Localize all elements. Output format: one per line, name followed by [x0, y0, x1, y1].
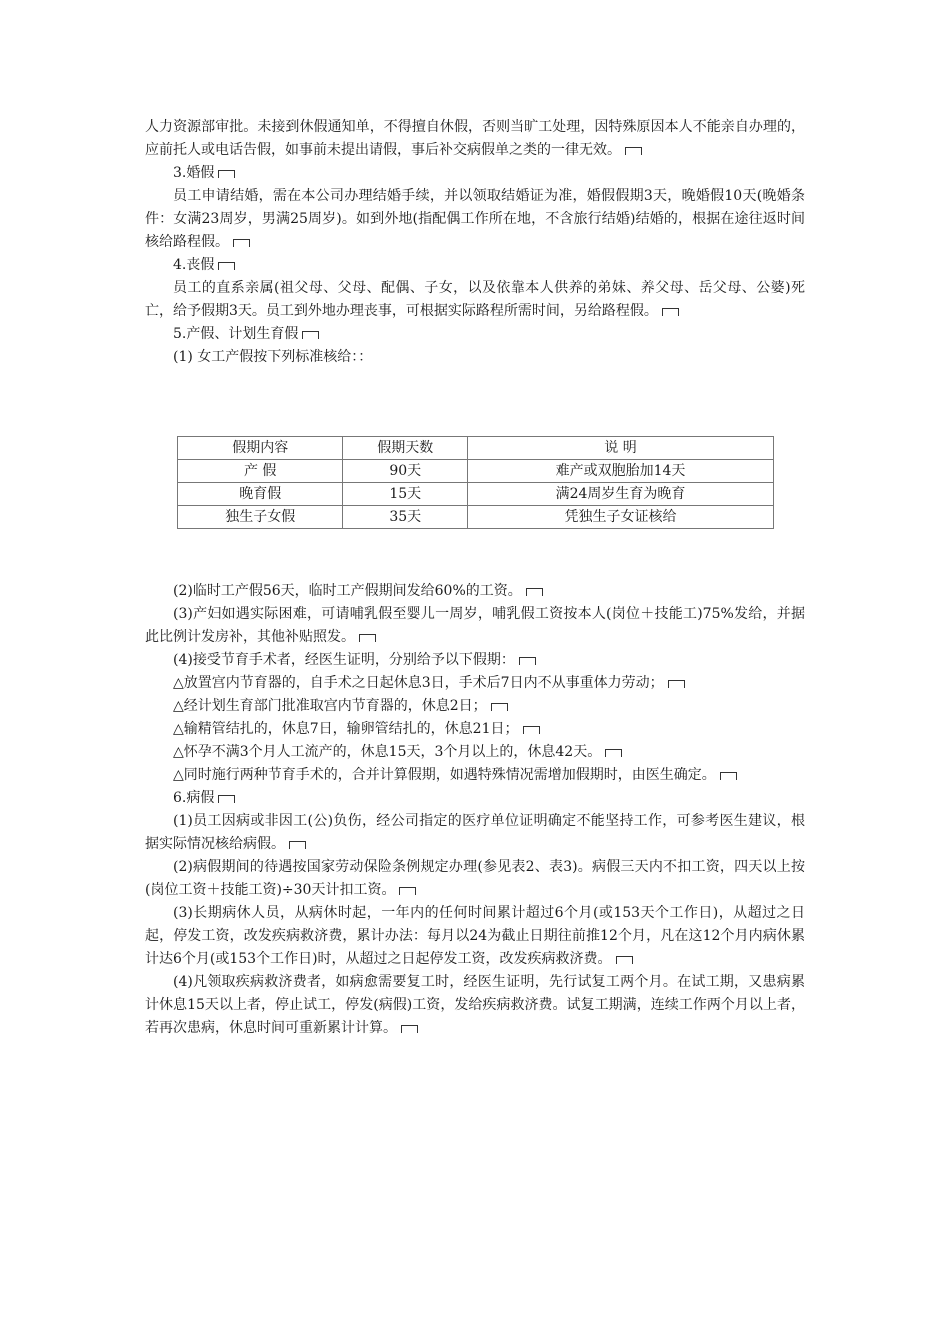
paragraph-mark-icon — [218, 795, 235, 803]
maternity-leave-table — [177, 436, 774, 529]
table-header-cell: 说 明 — [468, 437, 774, 460]
sick-p2: (2)病假期间的待遇按国家劳动保险条例规定办理(参见表2、表3)。病假三天内不扣工资，四天以上按(岗位工资＋技能工资)÷30天计扣工资。 — [145, 859, 805, 898]
maternity-p1: (1) 女工产假按下列标准核给：： — [173, 349, 373, 365]
paragraph-mark-icon — [668, 680, 685, 688]
list-item: △怀孕不满3个月人工流产的，休息15天，3个月以上的，休息42天。 — [145, 741, 805, 764]
maternity-p4: (4)接受节育手术者，经医生证明，分别给予以下假期： — [145, 649, 805, 672]
table-cell: 15天 — [343, 483, 468, 506]
paragraph-mark-icon — [302, 331, 319, 339]
table-cell: 晚育假 — [178, 483, 343, 506]
paragraph-mark-icon — [218, 170, 235, 178]
list-item: △放置宫内节育器的，自手术之日起休息3日，手术后7日内不从事重体力劳动； — [145, 672, 805, 695]
table-cell: 90天 — [343, 460, 468, 483]
paragraph-mark-icon — [605, 749, 622, 757]
table-cell: 独生子女假 — [178, 506, 343, 529]
paragraph-mark-icon — [523, 726, 540, 734]
paragraph-mark-icon — [491, 703, 508, 711]
table-cell: 35天 — [343, 506, 468, 529]
table-header-row — [178, 437, 774, 460]
funeral-paragraph: 员工的直系亲属(祖父母、父母、配偶、子女，以及依靠本人供养的弟妹、养父母、岳父母、公婆)死亡，给予假期3天。员工到外地办理丧事，可根据实际路程所需时间，另给路程假。 — [145, 280, 805, 319]
sick-p1: (1)员工因病或非因工(公)负伤，经公司指定的医疗单位证明确定不能坚持工作，可参考医生建议，根据实际情况核给病假。 — [145, 813, 805, 852]
table-cell: 凭独生子女证核给 — [468, 506, 774, 529]
paragraph-mark-icon — [289, 841, 306, 849]
paragraph-mark-icon — [399, 887, 416, 895]
paragraph-mark-icon — [720, 772, 737, 780]
maternity-heading: 5.产假、计划生育假 — [145, 323, 805, 346]
lower-section — [145, 580, 805, 1040]
paragraph-mark-icon — [625, 147, 642, 155]
paragraph-mark-icon — [616, 956, 633, 964]
intro-paragraph: 人力资源部审批。未接到休假通知单，不得擅自休假，否则当旷工处理，因特殊原因本人不能亲自办理的，应前托人或电话告假，如事前未提出请假，事后补交病假单之类的一律无效。 — [145, 119, 805, 158]
maternity-p2: (2)临时工产假56天，临时工产假期间发给60%的工资。 — [145, 580, 805, 603]
paragraph-mark-icon — [233, 239, 250, 247]
sick-heading: 6.病假 — [145, 787, 805, 810]
table-header-cell: 假期天数 — [343, 437, 468, 460]
table-cell: 难产或双胞胎加14天 — [468, 460, 774, 483]
table-header-cell: 假期内容 — [178, 437, 343, 460]
table-row — [178, 460, 774, 483]
paragraph-mark-icon — [526, 588, 543, 596]
list-item: △输精管结扎的，休息7日，输卵管结扎的，休息21日； — [145, 718, 805, 741]
list-item: △经计划生育部门批准取宫内节育器的，休息2日； — [145, 695, 805, 718]
document-page — [145, 116, 805, 1036]
paragraph-mark-icon — [662, 308, 679, 316]
list-item: △同时施行两种节育手术的，合并计算假期，如遇特殊情况需增加假期时，由医生确定。 — [145, 764, 805, 787]
paragraph-mark-icon — [218, 262, 235, 270]
paragraph-mark-icon — [359, 634, 376, 642]
maternity-p3: (3)产妇如遇实际困难，可请哺乳假至婴儿一周岁，哺乳假工资按本人(岗位＋技能工)75%发给，并据此比例计发房补，其他补贴照发。 — [145, 606, 805, 645]
table-row — [178, 506, 774, 529]
paragraph-mark-icon — [519, 657, 536, 665]
paragraph-mark-icon — [401, 1025, 418, 1033]
table-row — [178, 483, 774, 506]
table-cell: 满24周岁生育为晚育 — [468, 483, 774, 506]
funeral-heading: 4.丧假 — [145, 254, 805, 277]
table-cell: 产 假 — [178, 460, 343, 483]
sick-p3: (3)长期病休人员，从病休时起，一年内的任何时间累计超过6个月(或153天个工作日)，从超过之日起，停发工资，改发疾病救济费，累计办法：每月以24为截止日期往前推12个月，凡在这12个月内病休累计达6个月(或153个工作日)时，从超过之日起停发工资，改发疾病救济费。 — [145, 905, 805, 967]
marriage-paragraph: 员工申请结婚，需在本公司办理结婚手续，并以领取结婚证为准，婚假假期3天，晚婚假10天(晚婚条件：女满23周岁，男满25周岁)。如到外地(指配偶工作所在地，不含旅行结婚)结婚的，根据在途往返时间核给路程假。 — [145, 188, 805, 250]
marriage-heading: 3.婚假 — [145, 162, 805, 185]
sick-p4: (4)凡领取疾病救济费者，如病愈需要复工时，经医生证明，先行试复工两个月。在试工期，又患病累计休息15天以上者，停止试工，停发(病假)工资，发给疾病救济费。试复工期满，连续工作两个月以上者，若再次患病，休息时间可重新累计计算。 — [145, 974, 805, 1036]
